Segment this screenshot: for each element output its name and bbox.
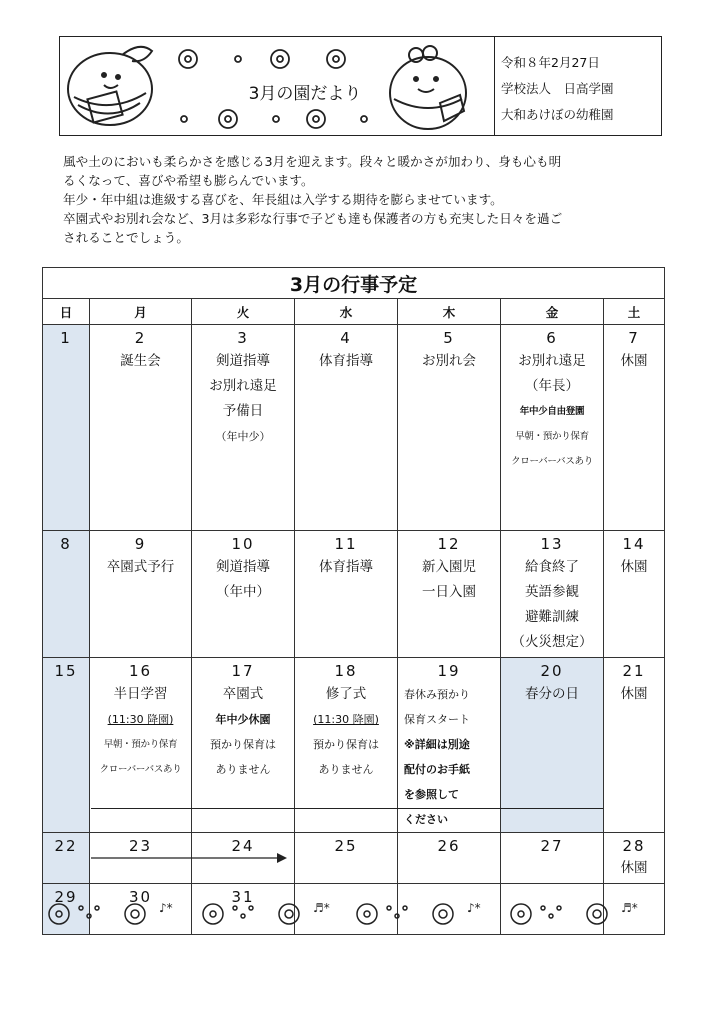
day-number: 12: [437, 535, 461, 553]
day-cell: [43, 531, 90, 658]
newsletter-header: [59, 36, 662, 136]
day-number: 5: [443, 329, 455, 347]
event-text: ありません: [215, 763, 271, 776]
span-arrow-icon: [91, 852, 291, 864]
day-number: 27: [540, 837, 564, 855]
event-text: お別れ会: [422, 353, 476, 369]
weekday-header: 火: [192, 299, 295, 325]
svg-text:♪*: ♪*: [467, 901, 481, 915]
day-number: 4: [340, 329, 352, 347]
event-text: （年中）: [216, 584, 270, 600]
girl-right-icon: [390, 46, 466, 129]
day-number: 11: [334, 535, 358, 553]
day-cell: [604, 531, 665, 658]
day-number: 7: [628, 329, 640, 347]
event-text: ※詳細は別途: [404, 738, 470, 751]
weekday-header: 月: [90, 299, 192, 325]
event-text: 剣道指導: [216, 559, 270, 575]
day-cell: [604, 658, 665, 833]
day-number: 28: [622, 837, 646, 855]
event-text: ください: [404, 813, 448, 826]
event-text: 春休み預かり: [404, 688, 470, 701]
day-cell-holiday: [501, 658, 604, 833]
day-number: 31: [231, 888, 255, 906]
event-text: （年長）: [525, 378, 579, 394]
event-text: クローバーバスあり: [511, 456, 593, 467]
day-cell: [501, 833, 604, 884]
event-text: 年中少休園: [215, 713, 271, 726]
day-cell: [192, 658, 295, 833]
page-title: 3月の園だより: [248, 84, 362, 104]
svg-text:♪*: ♪*: [159, 901, 173, 915]
day-cell: [192, 325, 295, 531]
weekday-header: 日: [43, 299, 90, 325]
event-text: お別れ遠足: [209, 378, 277, 394]
day-number: 17: [231, 662, 255, 680]
day-cell: [90, 658, 192, 833]
day-number: 23: [128, 837, 153, 855]
event-text: 誕生会: [120, 353, 161, 369]
event-text: 卒園式: [222, 686, 264, 702]
event-text: 英語参観: [525, 584, 579, 600]
event-text: 春分の日: [525, 686, 579, 702]
day-number: 25: [334, 837, 358, 855]
day-number: 21: [622, 662, 646, 680]
day-cell: [43, 325, 90, 531]
event-text: 休園: [620, 686, 648, 702]
weekday-header: 金: [501, 299, 604, 325]
day-cell: [398, 833, 501, 884]
event-text: 預かり保育は: [313, 738, 379, 751]
intro-line: 年少・年中組は進級する喜びを、年長組は入学する期待を膨らませています。: [63, 192, 503, 207]
event-text: 年中少自由登園: [519, 406, 585, 417]
event-text: 早朝・預かり保育: [515, 431, 589, 442]
event-text: ありません: [318, 763, 374, 776]
intro-text: [63, 152, 663, 247]
day-number: 18: [334, 662, 358, 680]
school-name: 大和あけぼの幼稚園: [501, 107, 614, 122]
intro-line: るくなって、喜びや希望も膨らんでいます。: [63, 173, 314, 188]
event-text: 預かり保育は: [210, 738, 276, 751]
day-number: 2: [134, 329, 147, 347]
event-text: 卒園式予行: [106, 559, 175, 575]
intro-line: されることでしょう。: [63, 230, 189, 245]
weekday-header: 水: [295, 299, 398, 325]
day-number: 24: [231, 837, 255, 855]
event-text: 新入園児: [422, 559, 476, 575]
event-text: 早朝・預かり保育: [103, 739, 178, 750]
day-number: 16: [128, 662, 153, 680]
header-divider: [494, 37, 495, 135]
event-text: 保育スタート: [404, 713, 470, 726]
span-line: [91, 808, 603, 809]
day-cell: [192, 531, 295, 658]
event-text: 半日学習: [113, 686, 168, 702]
svg-text:♬*: ♬*: [621, 901, 638, 915]
weekday-header: 木: [398, 299, 501, 325]
event-calendar: [42, 267, 665, 935]
day-number: 3: [237, 329, 249, 347]
event-text: 一日入園: [422, 584, 476, 600]
day-number: 19: [437, 662, 461, 680]
day-number: 1: [60, 329, 72, 347]
day-cell: [295, 833, 398, 884]
day-cell: [43, 833, 90, 884]
issue-date: 令和８年2月27日: [501, 55, 600, 70]
weekday-header: 土: [604, 299, 665, 325]
event-text: 体育指導: [319, 353, 373, 369]
event-text: 給食終了: [525, 559, 579, 575]
day-cell: [295, 531, 398, 658]
event-text: 休園: [620, 559, 648, 575]
day-cell: [604, 833, 665, 884]
event-text: 休園: [620, 353, 648, 369]
day-cell: [398, 658, 501, 833]
event-text: 予備日: [222, 403, 264, 419]
footer-flower-border-icon: [45, 896, 665, 932]
event-text: 配付のお手紙: [404, 763, 470, 776]
day-number: 8: [60, 535, 72, 553]
day-number: 9: [134, 535, 147, 553]
intro-line: 風や土のにおいも柔らかさを感じる3月を迎えます。段々と暖かさが加わり、身も心も明: [63, 154, 562, 169]
day-cell: [501, 531, 604, 658]
calendar-title: 3月の行事予定: [43, 268, 665, 299]
day-cell: [604, 325, 665, 531]
day-cell: [398, 531, 501, 658]
day-number: 15: [54, 662, 78, 680]
day-number: 26: [437, 837, 461, 855]
day-number: 6: [546, 329, 558, 347]
event-text: 避難訓練: [525, 609, 579, 625]
event-text: （年中少）: [215, 430, 271, 443]
day-cell: [398, 325, 501, 531]
event-text: (11:30 降園): [107, 713, 174, 726]
day-number: 29: [54, 888, 78, 906]
event-text: クローバーバスあり: [99, 764, 182, 775]
event-text: 体育指導: [319, 559, 373, 575]
event-text: 休園: [620, 860, 648, 876]
event-text: (11:30 降園): [313, 713, 379, 726]
event-text: 剣道指導: [216, 353, 270, 369]
day-cell: [90, 325, 192, 531]
day-cell: [295, 658, 398, 833]
event-text: を参照して: [404, 788, 459, 801]
event-text: 修了式: [325, 686, 367, 702]
day-number: 10: [231, 535, 255, 553]
day-cell: [43, 658, 90, 833]
organization-name: 学校法人 日高学園: [501, 81, 614, 96]
day-cell: [90, 531, 192, 658]
intro-line: 卒園式やお別れ会など、3月は多彩な行事で子ども達も保護者の方も充実した日々を過ご: [63, 211, 563, 226]
svg-text:♬*: ♬*: [313, 901, 330, 915]
event-text: お別れ遠足: [518, 353, 586, 369]
day-cell: [295, 325, 398, 531]
day-number: 14: [622, 535, 646, 553]
day-number: 13: [540, 535, 564, 553]
day-number: 20: [540, 662, 564, 680]
event-text: （火災想定）: [511, 634, 593, 650]
day-cell: [501, 325, 604, 531]
day-number: 22: [54, 837, 78, 855]
girl-left-icon: [68, 47, 152, 125]
day-number: 30: [128, 888, 153, 906]
